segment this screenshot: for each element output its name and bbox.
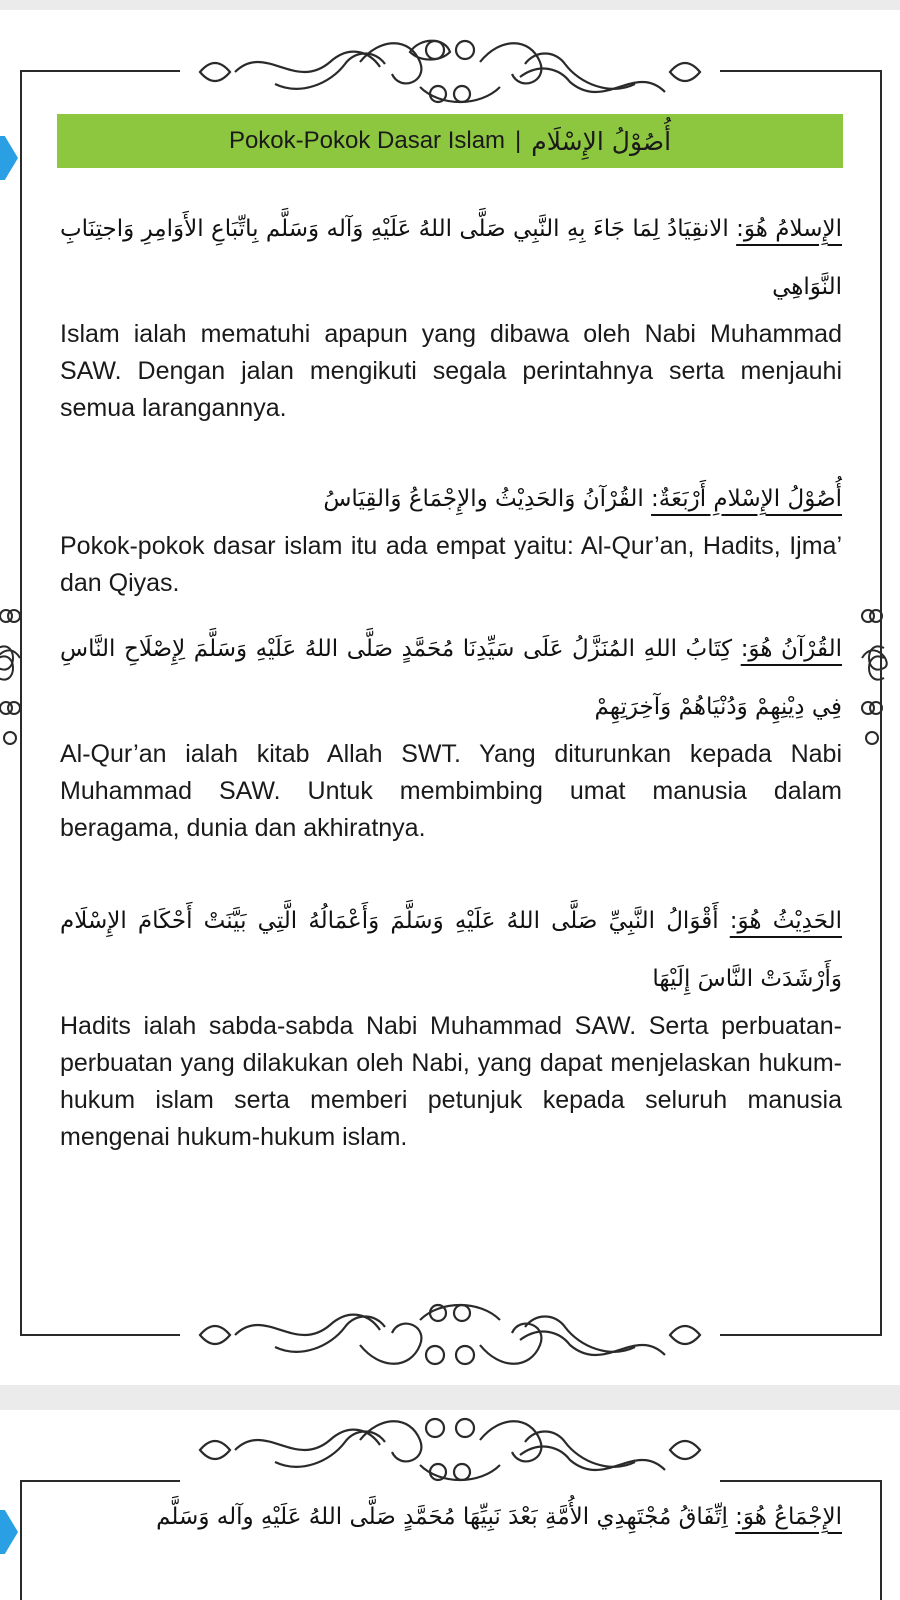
title-arabic: أُصُوْلُ الإِسْلَام xyxy=(531,126,672,156)
arabic-term: الحَدِيْثُ هُوَ: xyxy=(729,908,842,934)
definition-ijma xyxy=(60,1488,842,1546)
definition-ushul xyxy=(60,470,842,602)
arabic-term: الإِسلامُ هُوَ: xyxy=(736,216,842,242)
flourish-ornament-icon xyxy=(180,1295,720,1375)
side-knot-ornament-icon xyxy=(0,598,24,748)
bookmark-tab-icon[interactable] xyxy=(0,136,18,180)
arabic-term: القُرْآنُ هُوَ: xyxy=(740,636,843,662)
arabic-term: الإِجْمَاعُ هُوَ: xyxy=(735,1504,842,1530)
bookmark-tab-icon[interactable] xyxy=(0,1510,18,1554)
latin-translation: Pokok-pokok dasar islam itu ada empat yaitu: Al-Qur’an, Hadits, Ijma’ dan Qiyas. xyxy=(60,532,842,597)
arabic-body: القُرْآنُ وَالحَدِيْثُ والإِجْمَاعُ وَالقِيَاسُ xyxy=(323,486,644,512)
arabic-term: أُصُوْلُ الإِسْلامِ أَرْبَعَةٌ: xyxy=(651,486,842,512)
side-knot-ornament-icon xyxy=(858,598,888,748)
arabic-definition xyxy=(60,892,842,1008)
latin-translation: Al-Qur’an ialah kitab Allah SWT. Yang diturunkan kepada Nabi Muhammad SAW. Untuk membimbing umat manusia dalam beragama, dunia dan akhiratnya. xyxy=(60,740,842,842)
definition-hadits xyxy=(60,892,842,1156)
flourish-ornament-icon xyxy=(180,1410,720,1490)
arabic-body: اِتِّفَاقُ مُجْتَهِدِي الأُمَّةِ بَعْدَ نَبِيِّهَا مُحَمَّدٍ صَلَّى اللهُ عَلَيْهِ وآله وَسَلَّم xyxy=(156,1504,728,1530)
arabic-body: الانقِيَادُ لِمَا جَاءَ بِهِ النَّبِي صَلَّى اللهُ عَلَيْهِ وَآله وَسَلَّم بِاتِّبَاعِ الأَوَامِرِ وَاجتِنَابِ النَّوَاهِي xyxy=(60,216,842,300)
arabic-body: كِتَابُ اللهِ المُنَزَّلُ عَلَى سَيِّدِنَا مُحَمَّدٍ صَلَّى اللهُ عَلَيْهِ وَسَلَّمَ لِإِصْلَاحِ النَّاسِ فِي دِيْنِهِمْ وَدُنْيَاهُمْ وَآخِرَتِهِمْ xyxy=(60,636,842,720)
arabic-definition xyxy=(60,200,842,316)
latin-translation: Hadits ialah sabda-sabda Nabi Muhammad SAW. Serta perbuatan-perbuatan yang dilakukan oleh Nabi, yang dapat menjelaskan hukum-hukum islam serta memberi petunjuk kepada seluruh manusia mengenai hukum-hukum islam. xyxy=(60,1012,842,1151)
latin-translation: Islam ialah mematuhi apapun yang dibawa oleh Nabi Muhammad SAW. Dengan jalan mengikuti segala perintahnya serta menjauhi semua larangannya. xyxy=(60,320,842,422)
arabic-definition xyxy=(60,620,842,736)
page-2 xyxy=(0,1410,900,1600)
definition-islam xyxy=(60,200,842,427)
page-1 xyxy=(0,10,900,1385)
arabic-body: أَقْوَالُ النَّبِيِّ صَلَّى اللهُ عَلَيْهِ وَسَلَّمَ وَأَعْمَالُهُ الَّتِي بَيَّنَتْ أَحْكَامَ الإِسْلَام وَأَرْشَدَتْ النَّاسَ إِلَيْهَا xyxy=(60,908,842,992)
flourish-ornament-icon xyxy=(180,32,720,112)
arabic-definition xyxy=(60,470,842,528)
title-separator: | xyxy=(515,127,522,154)
definition-quran xyxy=(60,620,842,847)
section-title-bar xyxy=(57,114,843,168)
title-latin: Pokok-Pokok Dasar Islam xyxy=(228,127,506,154)
arabic-definition xyxy=(60,1488,842,1546)
